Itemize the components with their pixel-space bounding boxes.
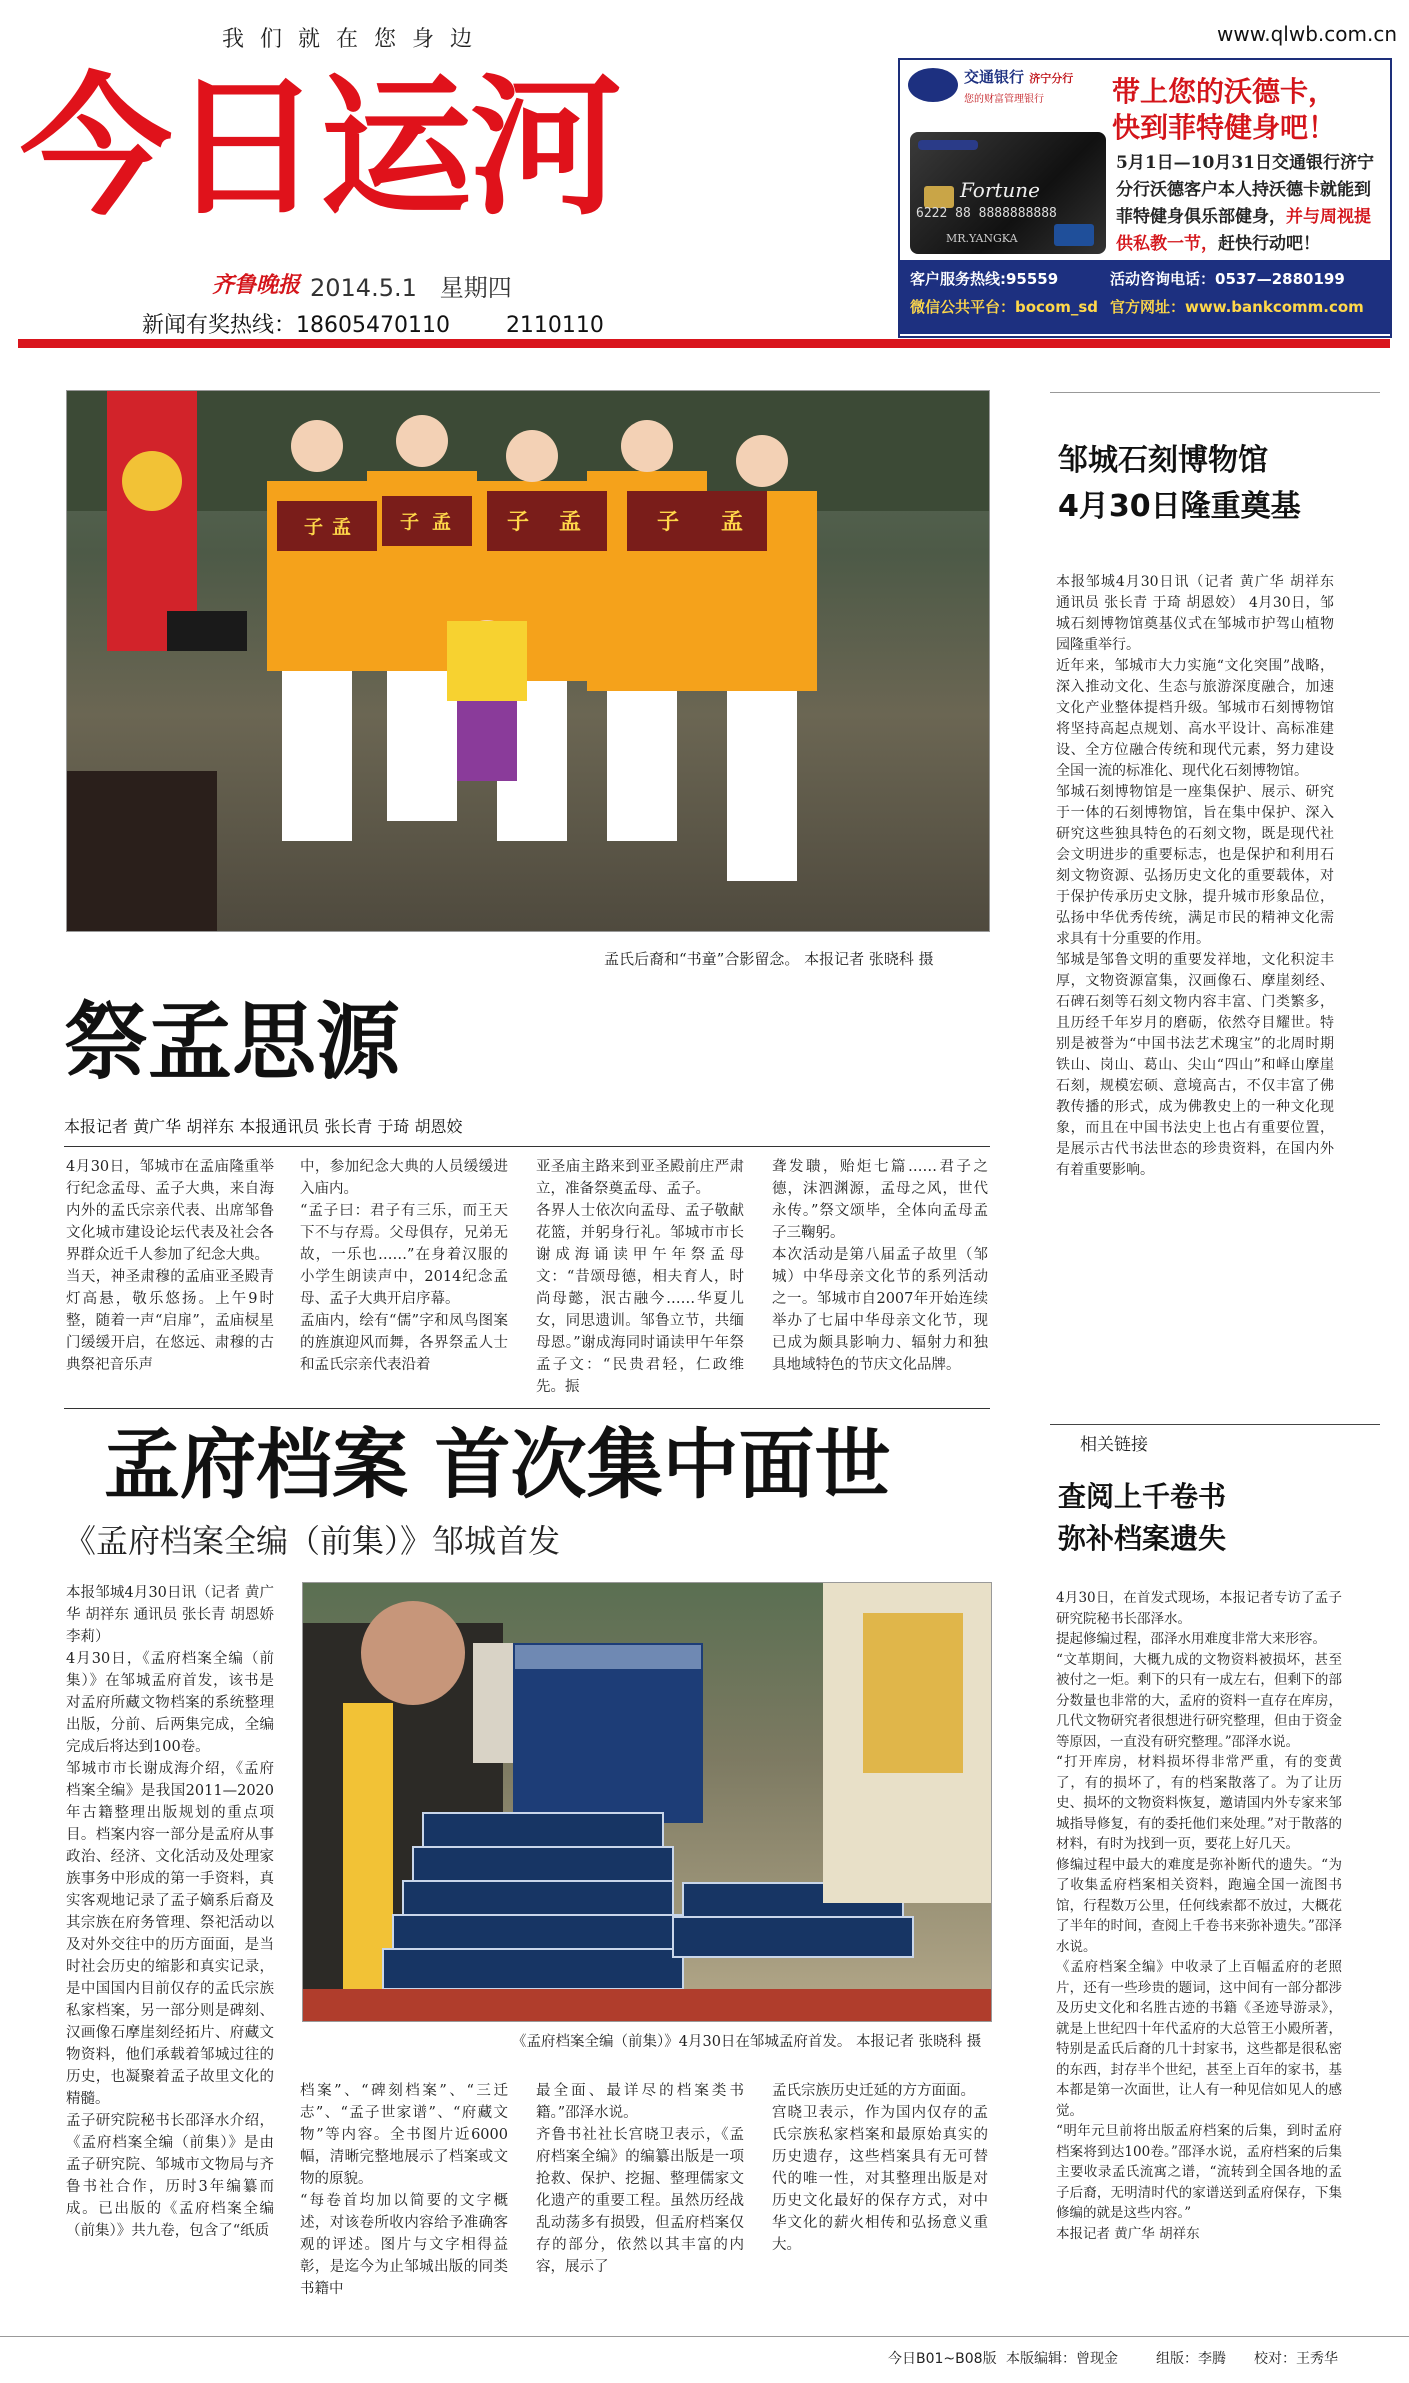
story2-photo-caption: 《孟府档案全编（前集）》4月30日在邹城孟府首发。 本报记者 张晓科 摄 [512,2034,982,2050]
display-board [863,1613,963,1773]
ad-body-cta: 赶快行动吧！ [1218,234,1320,254]
camera-icon [167,611,247,651]
sidebar2-headline-2: 弥补档案遗失 [1058,1522,1227,1555]
ad-headline-line-1: 带上您的沃德卡， [1112,75,1337,108]
ad-footer [900,260,1390,334]
footer-rule [0,2336,1409,2337]
sidebar2-top-rule [1050,1424,1380,1425]
story1-col-4-text: 聋发聩，贻炬七篇……君子之德，沫泗渊源，孟母之风，世代永传。”祭文颂毕，全体向孟母孟子三鞠躬。 本次活动是第八届孟子故里（邹城）中华母亲文化节的系列活动之一。邹城市自2007年开始连续举办了七届中华母亲文化节，现已成为颇具影响力、辐射力和独具地域特色的节庆文化品牌。 [772,1159,988,1373]
sidebar2-headline [1058,1476,1226,1560]
sign-char-7: 子 [657,510,680,535]
hotline-number-2: 2110110 [505,313,604,338]
footer-pages: 今日B01~B08版 [888,2351,997,2367]
hotline-number-1: 18605470110 [296,313,450,338]
photographer-silhouette [67,771,217,931]
children-trousers [282,671,797,881]
masthead: 今日运河 [20,59,620,236]
sidebar2-headline-1: 查阅上千卷书 [1058,1480,1227,1513]
story1-col-1 [66,1156,274,1376]
bank-slogan: 您的财富管理银行 [964,94,1044,105]
sidebar1-headline [1058,438,1301,530]
card-chip-icon [924,186,954,208]
story1-rule [64,1146,990,1147]
story2-col-2 [300,2080,508,2300]
tagline: 我们就在您身边 [222,27,489,52]
story1-photo-caption: 孟氏后裔和“书童”合影留念。 本报记者 张晓科 摄 [604,950,934,968]
story2-subhead: 《孟府档案全编（前集）》邹城首发 [64,1522,561,1560]
story2-col-3 [536,2080,744,2278]
sidebar1-top-rule [1050,392,1380,393]
sidebar1-headline-2: 4月30日隆重奠基 [1058,489,1301,524]
photo-scene [67,391,989,931]
child-robe [447,621,527,701]
hotline-label: 新闻有奖热线： [142,313,297,338]
ad-body-highlight: 并与周视提供私教一节， [1116,207,1371,254]
sidebar1-body: 本报邹城4月30日讯（记者 黄广华 胡祥东 通讯员 张长青 于琦 胡恩姣） 4月30日，邹城石刻博物馆奠基仪式在邹城市护驾山植物园隆重举行。 近年来，邹城市大力实施“文化突围”战略，深入推动文化、生态与旅游深度融合，加速文化产业整体提档升级。邹城市石刻博物馆将坚持高起点规划、高水平设计、高标准建设、全方位融合传统和现代元素，努力建设全国一流的标准化、现代化石刻博物馆。 邹城石刻博物馆是一座集保护、展示、研究于一体的石刻博物馆，旨在集中保护、深入研究这些独具特色的石刻文物，既是现代社会文明进步的重要标志，也是保护和利用石刻文物资源、弘扬历史文化的重要载体，对于保护传承历史文脉，提升城市形象品位，弘扬中华优秀传统，满足市民的精神文化需求具有十分重要的作用。 邹城是邹鲁文明的重要发祥地，文化积淀丰厚，文物资源富集，汉画像石、摩崖刻经、石碑石刻等石刻文物内容丰富、门类繁多，且历经千年岁月的磨砺，依然夺目耀世。特别是被誉为“中国书法艺术瑰宝”的北周时期铁山、岗山、葛山、尖山“四山”和峄山摩崖石刻，规模宏硕、意境高古，不仅丰富了佛教传播的形式，成为佛教史上的一种文化现象，而且在中国书法史上也占有重要位置，是展示古代书法世态的珍贵资料，在国内外有着重要影响。 [1056,574,1334,1178]
story1-headline: 祭孟思源 [64,993,401,1091]
story1-col-1-text: 4月30日，邹城市在孟庙隆重举行纪念孟母、孟子大典，来自海内外的孟氏宗亲代表、出席邹鲁文化城市建设论坛代表及社会各界群众近千人参加了纪念大典。 当天，神圣肃穆的孟庙亚圣殿青灯高悬，敬乐悠扬。上午9时整，随着一声“启扉”，孟庙棂星门缓缓开启，在悠远、肃穆的古典祭祀音乐声 [66,1159,274,1373]
footer-editor: 本版编辑：曾现金 [1006,2351,1118,2367]
sign-char-1: 子 [304,516,324,538]
bank-branch: 济宁分行 [1029,72,1074,85]
hotline [142,308,604,339]
ad-headline [1112,74,1336,146]
ad-official-site[interactable]: 官方网址：www.bankcomm.com [1110,298,1364,316]
sign-char-5: 子 [507,510,530,535]
date: 2014.5.1 [310,274,417,302]
story2-col-1 [66,1582,274,2242]
bank-logo-icon [908,68,958,102]
story1-col-2 [300,1156,508,1376]
story1-photo [66,390,990,932]
story2-photo [302,1582,992,2022]
ad-service-hotline: 客户服务热线:95559 [910,270,1059,288]
footer-proofreader: 校对：王秀华 [1254,2351,1338,2367]
bank-name: 交通银行 [964,68,1025,86]
unionpay-logo-icon [1054,224,1094,246]
ad-body-text: 5月1日—10月31日交通银行济宁分行沃德客户本人持沃德卡就能到菲特健身俱乐部健身， [1116,153,1374,227]
sign-char-3: 子 [400,511,420,533]
story2-col-2-text: 档案”、“碑刻档案”、“三迁志”、“孟子世家谱”、“府藏文物”等内容。全书图片近6000幅，清晰完整地展示了档案或文物的原貌。 “每卷首均加以简要的文字概述，对该卷所收内容给予准确客观的评述。图片与文字相得益彰，是迄今为止邹城出版的同类书籍中 [300,2083,508,2297]
story1-col-3-text: 亚圣庙主路来到亚圣殿前庄严肃立，准备祭奠孟母、孟子。 各界人士依次向孟母、孟子敬献花篮，并躬身行礼。邹城市市长谢成海诵读甲午年祭孟母文：“昔颂母德，相夫育人，时尚母懿，泯古融今……华夏儿女，同思遗训。邹鲁立节，共缅母恩。”谢成海同时诵读甲午年祭孟子文：“民贵君轻，仁政维先。振 [536,1159,744,1395]
bank-advertisement[interactable] [898,58,1392,338]
ad-body [1116,150,1386,258]
sign-char-8: 孟 [721,510,744,535]
website-url[interactable]: www.qlwb.com.cn [1217,22,1397,46]
story2-top-rule [64,1408,990,1409]
banner-emblem-icon [122,451,182,511]
ad-wechat: 微信公共平台：bocom_sd [910,298,1099,316]
story1-col-2-text: 中，参加纪念大典的人员缓缓进入庙内。 “孟子曰：君子有三乐，而王天下不与存焉。父母俱存，兄弟无故，一乐也……”在身着汉服的小学生朗读声中，2014纪念孟母、孟子大典开启序幕。 孟庙内，绘有“儒”字和凤鸟图案的旌旗迎风而舞，各界祭孟人士和孟氏宗亲代表沿着 [300,1159,508,1373]
ad-bank-name [964,66,1073,87]
story2-col-4-text: 孟氏宗族历史迁延的方方面面。 宫晓卫表示，作为国内仅存的孟氏宗族私家档案和最原始真实的历史遗存，这些档案具有无可替代的唯一性，对其整理出版是对历史文化最好的保存方式，对中华文化的薪火相传和弘扬意义重大。 [772,2083,988,2253]
man-face [361,1601,465,1705]
story1-col-4 [772,1156,988,1376]
masthead-rule [18,339,1390,348]
sign-char-6: 孟 [559,510,582,535]
story2-col-1-text: 本报邹城4月30日讯（记者 黄广华 胡祥东 通讯员 张长青 胡恩娇 李莉） 4月30日，《孟府档案全编（前集）》在邹城孟府首发，该书是对孟府所藏文物档案的系统整理出版，分前、后两集完成，全编完成后将达到100卷。 邹城市市长谢成海介绍，《孟府档案全编》是我国2011—2020年古籍整理出版规划的重点项目。档案内容一部分是孟府从事政治、经济、文化活动及处理家族事务中形成的第一手资料，真实客观地记录了孟子嫡系后裔及其宗族在府务管理、祭祀活动以及对外交往中的历方面面，是当时社会历史的缩影和真实记录，是中国国内目前仅存的孟氏宗族私家档案，另一部分则是碑刻、汉画像石摩崖刻经拓片、府藏文物资料，他们承载着邹城过往的历史，也凝聚着孟子故里文化的精髓。 孟子研究院秘书长邵泽水介绍，《孟府档案全编（前集）》是由孟子研究院、邹城市文物局与齐鲁书社合作，历时3年编纂而成。已出版的《孟府档案全编（前集）》共九卷，包含了“纸质 [66,1585,274,2239]
ad-headline-line-2: 快到菲特健身吧！ [1112,111,1337,144]
weekday: 星期四 [439,274,512,302]
sidebar2-body: 4月30日，在首发式现场，本报记者专访了孟子研究院秘书长邵泽水。 提起修编过程，邵泽水用难度非常大来形容。 “文革期间，大概九成的文物资料被损坏，甚至被付之一炬。剩下的只有一成左右，但剩下的部分数量也非常的大，孟府的资料一直存在库房，几代文物研究者很想进行研究整理，但由于资金等原因，一直没有研究整理。”邵泽水说。 “打开库房，材料损坏得非常严重，有的变黄了，有的损坏了，有的档案散落了。为了让历史、损坏的文物资料恢复，邀请国内外专家来邹城指导修复，有的委托他们来处理。”对于散落的材料，有时为找到一页，要花上好几天。 修编过程中最大的难度是弥补断代的遗失。“为了收集孟府档案相关资料，跑遍全国一流图书馆，行程数万公里，任何线索都不放过，大概花了半年的时间，查阅上千卷书来弥补遗失。”邵泽水说。 《孟府档案全编》中收录了上百幅孟府的老照片，还有一些珍贵的题词，这中间有一部分都涉及历史文化和名胜古迹的书籍《圣迹导游录》，就是上世纪四十年代孟府的大总管王小殿所著，特别是孟氏后裔的几十封家书，这些都是很私密的东西，封存半个世纪，甚至上百年的家书，基本都是第一次面世，让人有一种见信如见人的感觉。 “明年元旦前将出版孟府档案的后集，到时孟府档案将到达100卷。”邵泽水说，孟府档案的后集主要收录孟氏流寓之谱，“流转到全国各地的孟子后裔，无明清时代的家谱送到孟府保存，下集修编的就是这些内容。” 本报记者 黄广华 胡祥东 [1056,1590,1342,2242]
box-set-title-band [515,1645,701,1669]
sidebar1-headline-1: 邹城石刻博物馆 [1058,443,1268,478]
story1-byline: 本报记者 黄广华 胡祥东 本报通讯员 张长青 于琦 胡恩姣 [64,1117,463,1136]
book-scene [303,1583,991,2021]
related-links-label: 相关链接 [1074,1430,1154,1455]
story1-col-3 [536,1156,744,1398]
sign-char-4: 孟 [432,511,452,533]
card-logo-icon [918,140,978,150]
story2-headline: 孟府档案 首次集中面世 [104,1420,891,1509]
red-table-cloth [303,1989,991,2021]
sign-char-2: 孟 [332,516,352,538]
box-set-front [513,1643,703,1823]
card-holder: MR.YANGKA [946,232,1018,245]
card-number: 6222 88 8888888888 [916,206,1057,221]
ad-consult-phone: 活动咨询电话：0537—2880199 [1110,270,1345,288]
footer-designer: 组版：李腾 [1156,2351,1226,2367]
brand-name: 齐鲁晚报 [212,272,301,298]
card-brand: Fortune [960,178,1041,202]
story2-col-3-text: 最全面、最详尽的档案类书籍。”邵泽水说。 齐鲁书社社长宫晓卫表示，《孟府档案全编》的编纂出版是一项抢救、保护、挖掘、整理儒家文化遗产的重要工程。虽然历经战乱动荡多有损毁，但孟府档案仅存的部分，依然以其丰富的内容，展示了 [536,2083,744,2275]
story2-col-4 [772,2080,988,2256]
dateline [310,268,512,303]
